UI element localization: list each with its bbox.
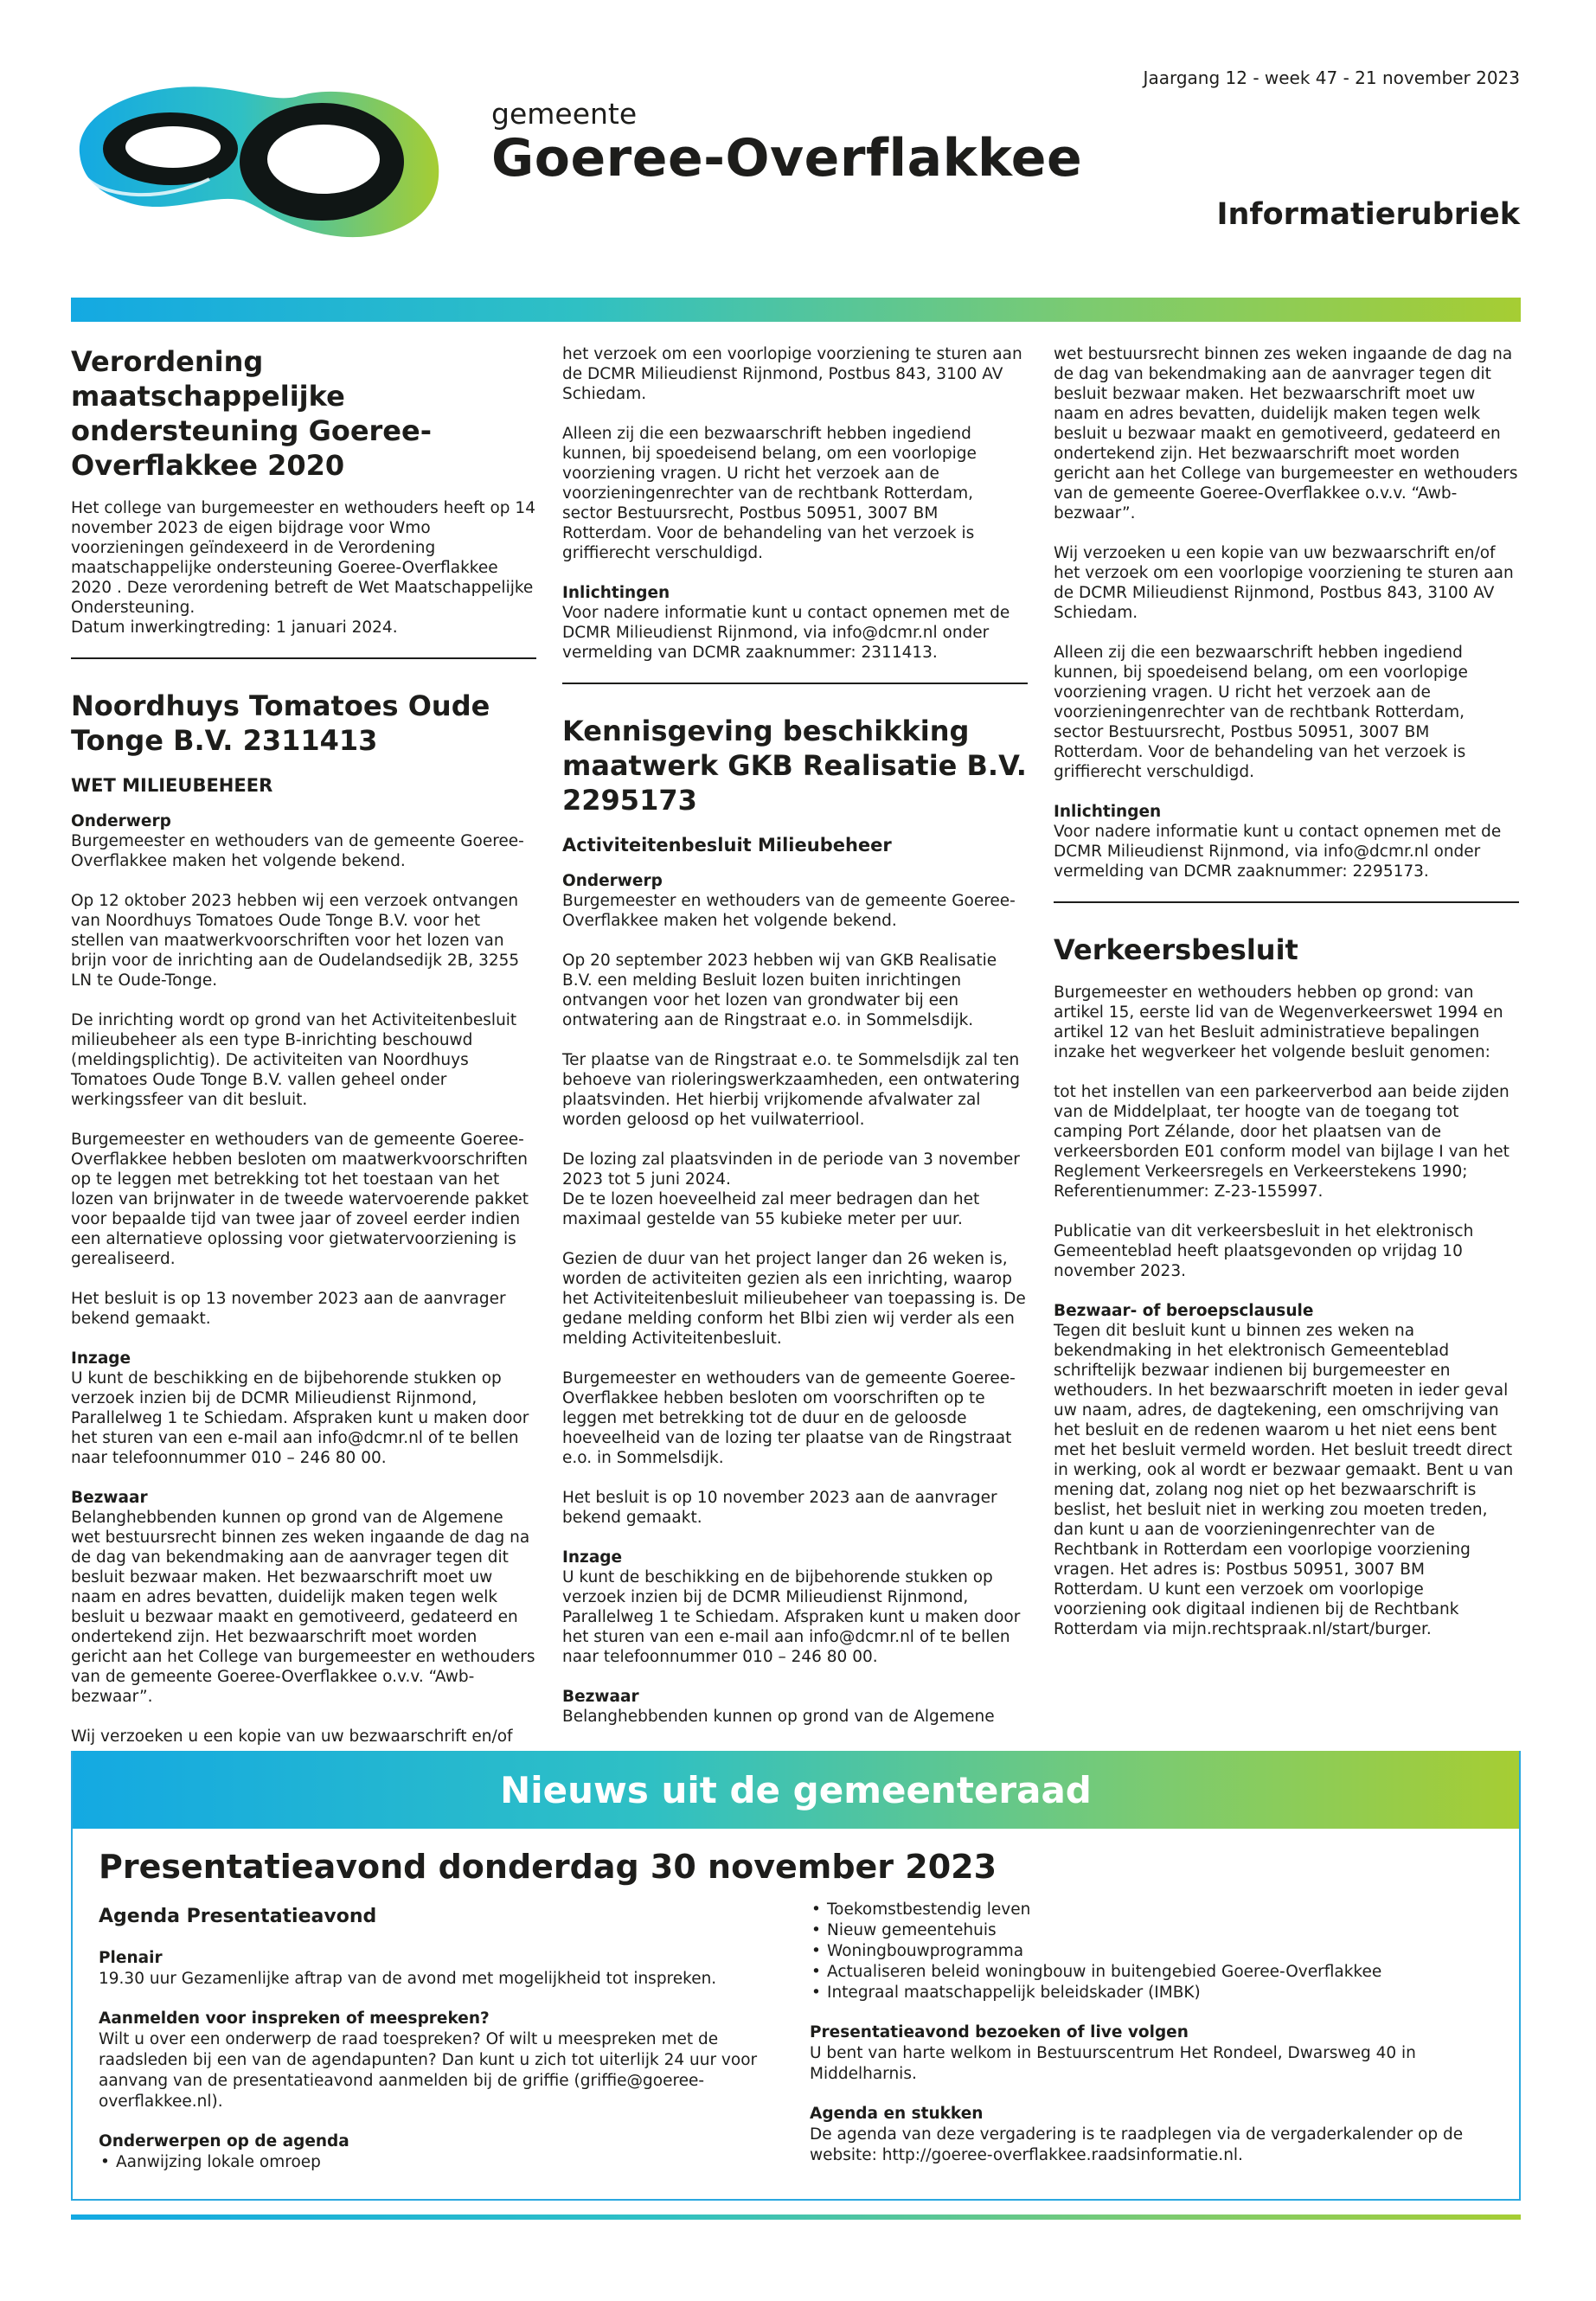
- article-title: Verordening maatschappelijke ondersteuning Goeree-Overflakkee 2020: [71, 345, 432, 482]
- paragraph: Het besluit is op 10 november 2023 aan de aanvrager bekend gemaakt.: [562, 1489, 997, 1527]
- paragraph: Alleen zij die een bezwaarschrift hebben ingediend kunnen, bij spoedeisend belang, om een voorlopige voorziening vragen. U richt het verzoek aan de voorzieningenrechter van de rechtbank Rotterdam, sector Bestuursrecht, Postbus 50951, 3007 BM Rotterdam. Voor de behandeling van het verzoek is griffierecht verschuldigd.: [562, 425, 977, 562]
- divider: [71, 657, 536, 659]
- divider: [1054, 901, 1519, 903]
- paragraph: De agenda van deze vergadering is te raadplegen via de vergaderkalender op de website: http://goeree-overflakkee.raadsinformatie.nl.: [810, 2125, 1464, 2164]
- label-onderwerpen: Onderwerpen op de agenda: [99, 2132, 349, 2150]
- paragraph: Publicatie van dit verkeersbesluit in het elektronisch Gemeenteblad heeft plaatsgevonden op vrijdag 10 november 2023.: [1054, 1222, 1474, 1280]
- paragraph: Wilt u over een onderwerp de raad toespreken? Of wilt u meespreken met de raadsleden bij een van de agendapunten? Dan kunt u zich tot uiterlijk 24 uur voor aanvang van de presentatieavond aanmelden bij de griffie (griffie@goeree-overflakkee.nl).: [99, 2030, 758, 2111]
- paragraph: Burgemeester en wethouders van de gemeente Goeree-Overflakkee hebben besloten om voorschriften op te leggen met betrekking tot de duur en de geloosde hoeveelheid van de lozing ter plaatse van de Ringstraat e.o. in Sommelsdijk.: [562, 1369, 1016, 1467]
- brand-prefix: gemeente: [491, 97, 638, 131]
- label-onderwerp: Onderwerp: [562, 872, 663, 890]
- paragraph: Burgemeester en wethouders van de gemeente Goeree-Overflakkee maken het volgende bekend.: [71, 832, 524, 870]
- news-column-right: [810, 1900, 1484, 2185]
- label-inlichtingen: Inlichtingen: [562, 584, 670, 602]
- label-bezwaar: Bezwaar: [71, 1489, 148, 1507]
- paragraph: Ter plaatse van de Ringstraat e.o. te Sommelsdijk zal ten behoeve van rioleringswerkzaamheden, een ontwatering plaatsvinden. Het hierbij vrijkomende afvalwater zal worden geloosd op het vuilwaterriool.: [562, 1051, 1021, 1129]
- list-item: • Integraal maatschappelijk beleidskader (IMBK): [810, 1983, 1484, 2003]
- news-title: Presentatieavond donderdag 30 november 2023: [99, 1848, 997, 1886]
- list-item: • Aanwijzing lokale omroep: [99, 2152, 773, 2173]
- paragraph: Alleen zij die een bezwaarschrift hebben ingediend kunnen, bij spoedeisend belang, om een voorlopige voorziening vragen. U richt het verzoek aan de voorzieningenrechter van de rechtbank Rotterdam, sector Bestuursrecht, Postbus 50951, 3007 BM Rotterdam. Voor de behandeling van het verzoek is griffierecht verschuldigd.: [1054, 644, 1468, 781]
- label-bezwaar: Bezwaar: [562, 1688, 639, 1706]
- agenda-list: [810, 1900, 1484, 2003]
- list-item: • Actualiseren beleid woningbouw in buitengebied Goeree-Overflakkee: [810, 1962, 1484, 1983]
- paragraph: Burgemeester en wethouders van de gemeente Goeree-Overflakkee maken het volgende bekend.: [562, 892, 1016, 930]
- article-subtitle: Activiteitenbesluit Milieubeheer: [562, 835, 892, 856]
- label-bezoeken: Presentatieavond bezoeken of live volgen: [810, 2023, 1189, 2041]
- article-title: Kennisgeving beschikking maatwerk GKB Realisatie B.V. 2295173: [562, 715, 1027, 817]
- paragraph: 19.30 uur Gezamenlijke aftrap van de avond met mogelijkheid tot inspreken.: [99, 1970, 717, 1988]
- news-banner: Nieuws uit de gemeenteraad: [73, 1751, 1519, 1829]
- column-1: [71, 344, 536, 1766]
- label-onderwerp: Onderwerp: [71, 812, 171, 830]
- paragraph: Het besluit is op 13 november 2023 aan de aanvrager bekend gemaakt.: [71, 1290, 506, 1328]
- label-plenair: Plenair: [99, 1949, 163, 1967]
- effective-date: Datum inwerkingtreding: 1 januari 2024.: [71, 619, 398, 637]
- paragraph: Burgemeester en wethouders hebben op grond: van artikel 15, eerste lid van de Wegenverkeerswet 1994 en artikel 12 van het Besluit administratieve bepalingen inzake het wegverkeer het volgende besluit genomen:: [1054, 984, 1503, 1061]
- municipality-logo: [71, 71, 452, 244]
- news-column-left: [99, 1905, 773, 2192]
- council-news-box: [71, 1751, 1521, 2201]
- section-title: Informatierubriek: [1216, 197, 1520, 232]
- article-body: Het college van burgemeester en wethouders heeft op 14 november 2023 de eigen bijdrage voor Wmo voorzieningen geïndexeerd in de Verordening maatschappelijke ondersteuning Goeree-Overflakkee 2020 . Deze verordening betreft de Wet Maatschappelijke Ondersteuning.: [71, 499, 535, 617]
- label-aanmelden: Aanmelden voor inspreken of meespreken?: [99, 2009, 490, 2028]
- article-subtitle: WET MILIEUBEHEER: [71, 775, 273, 796]
- paragraph: Wij verzoeken u een kopie van uw bezwaarschrift en/of het verzoek om een voorlopige voorziening te sturen aan de DCMR Milieudienst Rijnmond, Postbus 843, 3100 AV Schiedam.: [1054, 544, 1514, 622]
- label-inzage: Inzage: [71, 1349, 131, 1368]
- list-item: • Toekomstbestendig leven: [810, 1900, 1484, 1920]
- label-inzage: Inzage: [562, 1548, 623, 1567]
- label-inlichtingen: Inlichtingen: [1054, 803, 1162, 821]
- brand-name: Goeree-Overflakkee: [491, 128, 1083, 189]
- paragraph: U bent van harte welkom in Bestuurscentrum Het Rondeel, Dwarsweg 40 in Middelharnis.: [810, 2044, 1416, 2083]
- footer-gradient-bar: [71, 2214, 1521, 2220]
- paragraph: De inrichting wordt op grond van het Activiteitenbesluit milieubeheer als een type B-inrichting beschouwd (meldingsplichtig). De activiteiten van Noordhuys Tomatoes Oude Tonge B.V. vallen geheel onder werkingssfeer van dit besluit.: [71, 1011, 517, 1109]
- paragraph: Op 12 oktober 2023 hebben wij een verzoek ontvangen van Noordhuys Tomatoes Oude Tonge B.V. voor het stellen van maatwerkvoorschriften voor het lozen van brijn voor de inrichting aan de Oudelandsedijk 2B, 3255 LN te Oude-Tonge.: [71, 892, 520, 990]
- paragraph: Tegen dit besluit kunt u binnen zes weken na bekendmaking in het elektronisch Gemeenteblad schriftelijk bezwaar indienen bij burgemeester en wethouders. In het bezwaarschrift moeten in ieder geval uw naam, adres, de dagtekening, een omschrijving van het besluit en de redenen waarom u het niet eens bent met het besluit vermeld worden. Het besluit treedt direct in werking, ook al wordt er bezwaar gemaakt. Bent u van mening dat, zolang nog niet op het bezwaarschrift is beslist, het besluit niet in werking zou moeten treden, dan kunt u aan de voorzieningenrechter van de Rechtbank in Rotterdam een voorlopige voorziening vragen. Het adres is: Postbus 50951, 3007 BM Rotterdam. U kunt een verzoek om voorlopige voorziening ook digitaal indienen bij de Rechtbank Rotterdam via mijn.rechtspraak.nl/start/burger.: [1054, 1322, 1514, 1638]
- paragraph: Voor nadere informatie kunt u contact opnemen met de DCMR Milieudienst Rijnmond, via info@dcmr.nl onder vermelding van DCMR zaaknummer: 2295173.: [1054, 823, 1502, 881]
- list-item: • Woningbouwprogramma: [810, 1941, 1484, 1962]
- paragraph: Voor nadere informatie kunt u contact opnemen met de DCMR Milieudienst Rijnmond, via info@dcmr.nl onder vermelding van DCMR zaaknummer: 2311413.: [562, 604, 1010, 662]
- list-item: • Nieuw gemeentehuis: [810, 1920, 1484, 1941]
- paragraph: Gezien de duur van het project langer dan 26 weken is, worden de activiteiten gezien als een inrichting, waarop het Activiteitenbesluit milieubeheer van toepassing is. De gedane melding conform het Blbi zien wij verder als een melding Activiteitenbesluit.: [562, 1250, 1026, 1348]
- paragraph: Wij verzoeken u een kopie van uw bezwaarschrift en/of: [71, 1727, 513, 1746]
- issue-info: Jaargang 12 - week 47 - 21 november 2023: [1143, 67, 1520, 88]
- column-2: [562, 344, 1028, 1747]
- agenda-title: Agenda Presentatieavond: [99, 1906, 377, 1927]
- article-title: Noordhuys Tomatoes Oude Tonge B.V. 2311413: [71, 689, 490, 757]
- paragraph: Belanghebbenden kunnen op grond van de Algemene: [562, 1708, 995, 1726]
- label-stukken: Agenda en stukken: [810, 2105, 984, 2123]
- paragraph: Belanghebbenden kunnen op grond van de Algemene wet bestuursrecht binnen zes weken ingaande de dag na de dag van bekendmaking aan de aanvrager tegen dit besluit bezwaar maken. Het bezwaarschrift moet uw naam en adres bevatten, duidelijk maken tegen welk besluit u bezwaar maakt en gemotiveerd, gedateerd en ondertekend zijn. Het bezwaarschrift moet worden gericht aan het College van burgemeester en wethouders van de gemeente Goeree-Overflakkee o.v.v. “Awb-bezwaar”.: [71, 1509, 535, 1706]
- divider: [562, 683, 1028, 684]
- article-title: Verkeersbesluit: [1054, 933, 1298, 966]
- header-gradient-bar: [71, 298, 1521, 322]
- label-bezwaar: Bezwaar- of beroepsclausule: [1054, 1302, 1314, 1320]
- column-3: [1054, 344, 1519, 1659]
- paragraph: tot het instellen van een parkeerverbod aan beide zijden van de Middelplaat, ter hoogte van de toegang tot camping Port Zélande, door het plaatsen van de verkeersborden E01 conform model van bijlage I van het Reglement Verkeersregels en Verkeerstekens 1990; Referentienummer: Z-23-155997.: [1054, 1083, 1509, 1201]
- paragraph: het verzoek om een voorlopige voorziening te sturen aan de DCMR Milieudienst Rijnmond, Postbus 843, 3100 AV Schiedam.: [562, 345, 1022, 403]
- paragraph: De te lozen hoeveelheid zal meer bedragen dan het maximaal gestelde van 55 kubieke meter per uur.: [562, 1190, 980, 1228]
- paragraph: wet bestuursrecht binnen zes weken ingaande de dag na de dag van bekendmaking aan de aanvrager tegen dit besluit bezwaar maken. Het bezwaarschrift moet uw naam en adres bevatten, duidelijk maken tegen welk besluit u bezwaar maakt en gemotiveerd, gedateerd en ondertekend zijn. Het bezwaarschrift moet worden gericht aan het College van burgemeester en wethouders van de gemeente Goeree-Overflakkee o.v.v. “Awb-bezwaar”.: [1054, 345, 1518, 522]
- paragraph: U kunt de beschikking en de bijbehorende stukken op verzoek inzien bij de DCMR Milieudienst Rijnmond, Parallelweg 1 te Schiedam. Afspraken kunt u maken door het sturen van een e-mail aan info@dcmr.nl of te bellen naar telefoonnummer 010 – 246 80 00.: [71, 1369, 529, 1467]
- paragraph: U kunt de beschikking en de bijbehorende stukken op verzoek inzien bij de DCMR Milieudienst Rijnmond, Parallelweg 1 te Schiedam. Afspraken kunt u maken door het sturen van een e-mail aan info@dcmr.nl of te bellen naar telefoonnummer 010 – 246 80 00.: [562, 1568, 1021, 1666]
- paragraph: Burgemeester en wethouders van de gemeente Goeree-Overflakkee hebben besloten om maatwerkvoorschriften op te leggen met betrekking tot het toestaan van het lozen van brijnwater in de tweede watervoerende pakket voor bepaalde tijd van twee jaar of zoveel eerder indien een alternatieve oplossing voor gietwatervoorziening is gerealiseerd.: [71, 1131, 529, 1268]
- paragraph: De lozing zal plaatsvinden in de periode van 3 november 2023 tot 5 juni 2024.: [562, 1150, 1020, 1189]
- paragraph: Op 20 september 2023 hebben wij van GKB Realisatie B.V. een melding Besluit lozen buiten inrichtingen ontvangen voor het lozen van grondwater bij een ontwatering aan de Ringstraat e.o. in Sommelsdijk.: [562, 952, 997, 1029]
- agenda-list: [99, 2152, 773, 2173]
